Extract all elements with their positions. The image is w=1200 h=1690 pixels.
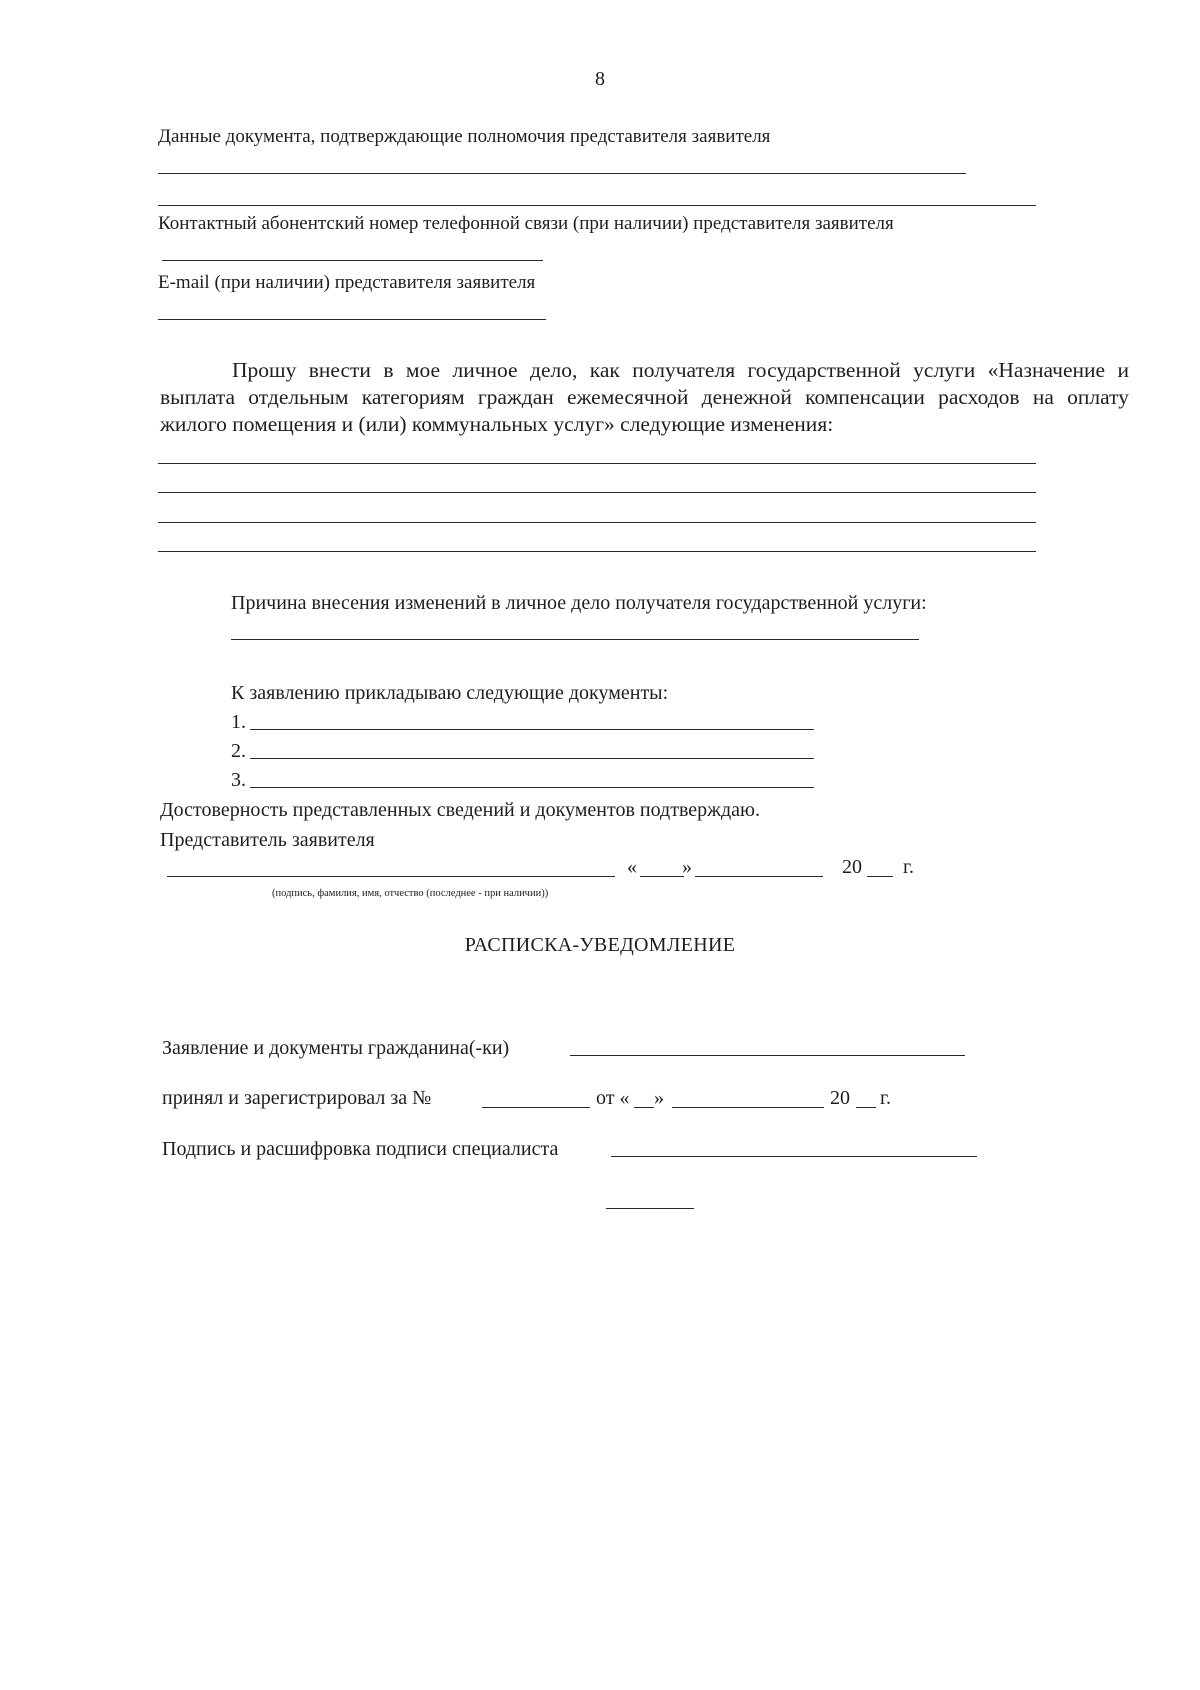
changes-line-4[interactable]	[158, 551, 1036, 552]
confirm-text: Достоверность представленных сведений и документов подтверждаю.	[160, 799, 760, 821]
receipt-registered-label: принял и зарегистрировал за №	[162, 1087, 432, 1109]
attachment-line-1[interactable]	[250, 729, 814, 730]
attachment-number-3: 3.	[231, 769, 246, 791]
receipt-from-label: от «	[596, 1087, 630, 1109]
date-day-line[interactable]	[640, 876, 684, 877]
receipt-citizen-line[interactable]	[570, 1055, 965, 1056]
rep-doc-label: Данные документа, подтверждающие полномочия представителя заявителя	[158, 126, 771, 147]
receipt-signature-label: Подпись и расшифровка подписи специалиста	[162, 1138, 559, 1160]
request-paragraph: Прошу внести в мое личное дело, как получателя государственной услуги «Назначение и выплата отдельным категориям граждан ежемесячной денежной компенсации расходов на оплату жилого помещения и (или) коммунальных услуг» следующие изменения:	[160, 358, 1129, 436]
receipt-year-suffix: г.	[880, 1087, 891, 1109]
page-number: 8	[595, 68, 605, 90]
rep-phone-line[interactable]	[162, 260, 543, 261]
date-year-prefix: 20	[842, 856, 862, 878]
receipt-year-prefix: 20	[830, 1087, 850, 1109]
receipt-number-line[interactable]	[482, 1107, 590, 1108]
attachment-line-3[interactable]	[250, 787, 814, 788]
changes-line-3[interactable]	[158, 522, 1036, 523]
rep-doc-line-2[interactable]	[158, 205, 1036, 206]
end-separator	[606, 1208, 694, 1209]
rep-doc-line-1[interactable]	[158, 173, 966, 174]
receipt-day-line[interactable]	[634, 1107, 654, 1108]
changes-line-2[interactable]	[158, 492, 1036, 493]
receipt-month-line[interactable]	[672, 1107, 824, 1108]
reason-line[interactable]	[231, 639, 919, 640]
attachment-number-2: 2.	[231, 740, 246, 762]
rep-email-label: E-mail (при наличии) представителя заявителя	[158, 272, 536, 293]
attachment-number-1: 1.	[231, 711, 246, 733]
date-year-line[interactable]	[867, 876, 893, 877]
rep-phone-label: Контактный абонентский номер телефонной связи (при наличии) представителя заявителя	[158, 213, 894, 234]
rep-signature-line[interactable]	[167, 876, 615, 877]
representative-label: Представитель заявителя	[160, 829, 375, 851]
date-year-suffix: г.	[903, 856, 914, 878]
receipt-year-line[interactable]	[856, 1107, 876, 1108]
attachments-label: К заявлению прикладываю следующие документы:	[231, 682, 669, 704]
receipt-docs-label: Заявление и документы гражданина(-ки)	[162, 1037, 510, 1059]
receipt-heading: РАСПИСКА-УВЕДОМЛЕНИЕ	[464, 934, 736, 956]
receipt-quote-close: »	[654, 1087, 664, 1109]
changes-line-1[interactable]	[158, 463, 1036, 464]
rep-email-line[interactable]	[158, 319, 546, 320]
attachment-line-2[interactable]	[250, 758, 814, 759]
date-month-line[interactable]	[695, 876, 823, 877]
signature-caption: (подпись, фамилия, имя, отчество (последнее - при наличии))	[272, 888, 549, 899]
date-quote-close: »	[682, 856, 692, 878]
reason-label: Причина внесения изменений в личное дело получателя государственной услуги:	[231, 592, 927, 614]
date-quote-open: «	[627, 856, 637, 878]
receipt-signature-line[interactable]	[611, 1156, 977, 1157]
